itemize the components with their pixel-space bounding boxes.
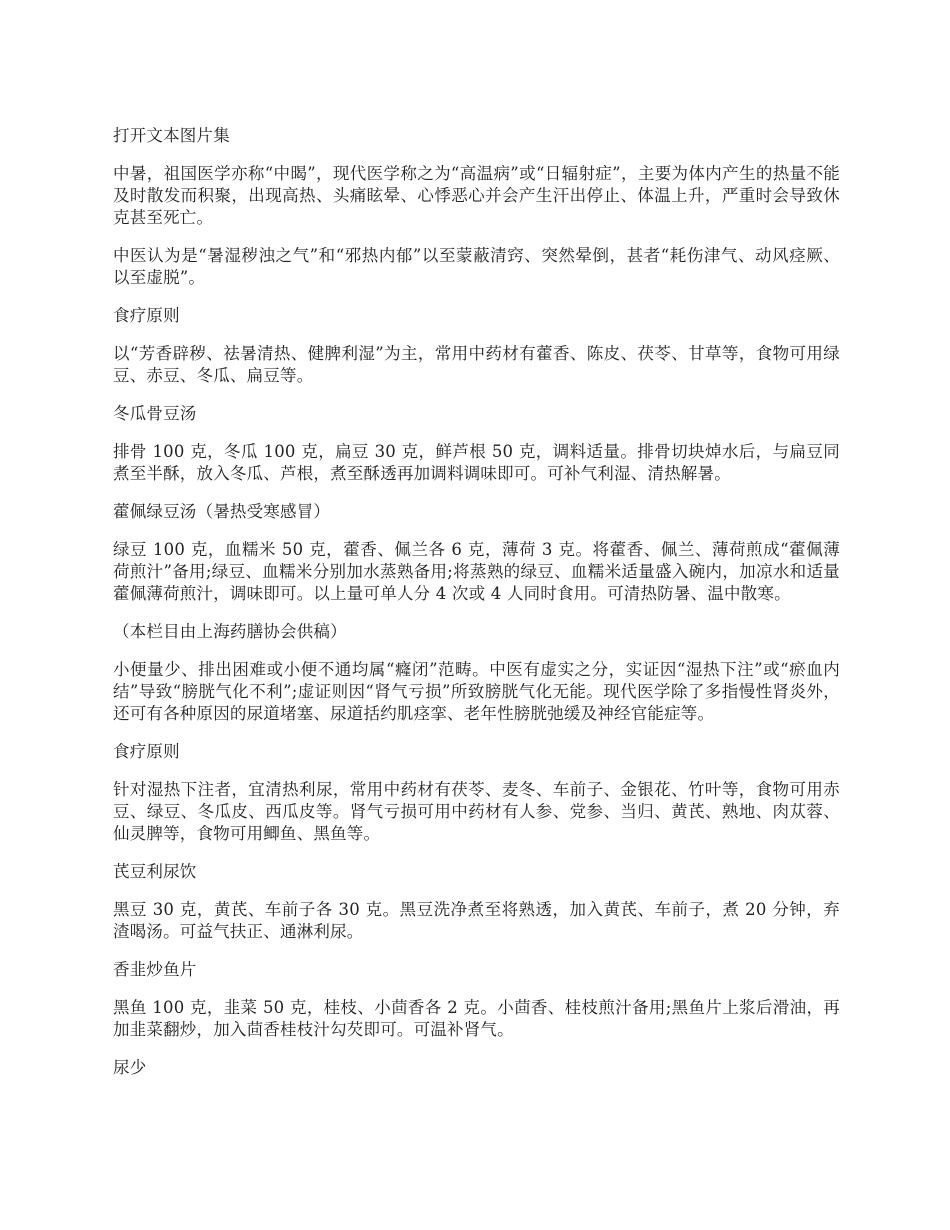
paragraph-diet-principle: 以“芳香辟秽、祛暑清热、健脾利湿”为主，常用中药材有藿香、陈皮、茯苓、甘草等，食物可用绿豆、赤豆、冬瓜、扁豆等。 bbox=[113, 344, 840, 385]
source-note: （本栏目由上海药膳协会供稿） bbox=[113, 622, 347, 641]
recipe-heading-mungbean-soup: 藿佩绿豆汤（暑热受寒感冒） bbox=[113, 502, 331, 521]
section-heading-diet-principle: 食疗原则 bbox=[113, 306, 180, 325]
paragraph-wintermelon-soup: 排骨 100 克，冬瓜 100 克，扁豆 30 克，鲜芦根 50 克，调料适量。排骨切块焯水后，与扁豆同煮至半酥，放入冬瓜、芦根，煮至酥透再加调料调味即可。可补气利湿、清热解暑。 bbox=[113, 442, 840, 483]
paragraph-mungbean-soup: 绿豆 100 克，血糯米 50 克，藿香、佩兰各 6 克，薄荷 3 克。将藿香、佩兰、薄荷煎成“藿佩薄荷煎汁”备用;绿豆、血糯米分别加水蒸熟备用;将蒸熟的绿豆、血糯米适量盛入碗内，加凉水和适量藿佩薄荷煎汁，调味即可。以上量可单人分 4 次或 4 人同时食用。可清热防暑、温中散寒。 bbox=[113, 540, 840, 603]
recipe-heading-fish-slices: 香韭炒鱼片 bbox=[113, 960, 197, 979]
paragraph-heatstroke-intro: 中暑，祖国医学亦称“中暍”，现代医学称之为“高温病”或“日辐射症”，主要为体内产生的热量不能及时散发而积聚，出现高热、头痛眩晕、心悸恶心并会产生汗出停止、体温上升，严重时会导致休克甚至死亡。 bbox=[113, 164, 840, 227]
paragraph-fish-slices: 黑鱼 100 克，韭菜 50 克，桂枝、小茴香各 2 克。小茴香、桂枝煎汁备用;黑鱼片上浆后滑油，再加韭菜翻炒，加入茴香桂枝汁勾芡即可。可温补肾气。 bbox=[113, 998, 840, 1039]
section-heading-oliguria: 尿少 bbox=[113, 1058, 147, 1077]
paragraph-tcm-view: 中医认为是“暑湿秽浊之气”和“邪热内郁”以至蒙蔽清窍、突然晕倒，甚者“耗伤津气、动风痉厥、以至虚脱”。 bbox=[113, 246, 840, 287]
section-heading-diet-principle-2: 食疗原则 bbox=[113, 742, 180, 761]
paragraph-diet-principle-2: 针对湿热下注者，宜清热利尿，常用中药材有茯苓、麦冬、车前子、金银花、竹叶等，食物可用赤豆、绿豆、冬瓜皮、西瓜皮等。肾气亏损可用中药材有人参、党参、当归、黄芪、熟地、肉苁蓉、仙灵脾等，食物可用鲫鱼、黑鱼等。 bbox=[113, 780, 840, 843]
paragraph-urinary-intro: 小便量少、排出困难或小便不通均属“癃闭”范畴。中医有虚实之分，实证因“湿热下注”或“瘀血内结”导致“膀胱气化不利”;虚证则因“肾气亏损”所致膀胱气化无能。现代医学除了多指慢性肾炎外，还可有各种原因的尿道堵塞、尿道括约肌痉挛、老年性膀胱弛缓及神经官能症等。 bbox=[113, 660, 840, 723]
recipe-heading-wintermelon-soup: 冬瓜骨豆汤 bbox=[113, 404, 197, 423]
document-title: 打开文本图片集 bbox=[113, 126, 230, 145]
recipe-heading-bean-drink: 芪豆利尿饮 bbox=[113, 862, 197, 881]
paragraph-bean-drink: 黑豆 30 克，黄芪、车前子各 30 克。黑豆洗净煮至将熟透，加入黄芪、车前子，煮 20 分钟，弃渣喝汤。可益气扶正、通淋利尿。 bbox=[113, 900, 840, 941]
